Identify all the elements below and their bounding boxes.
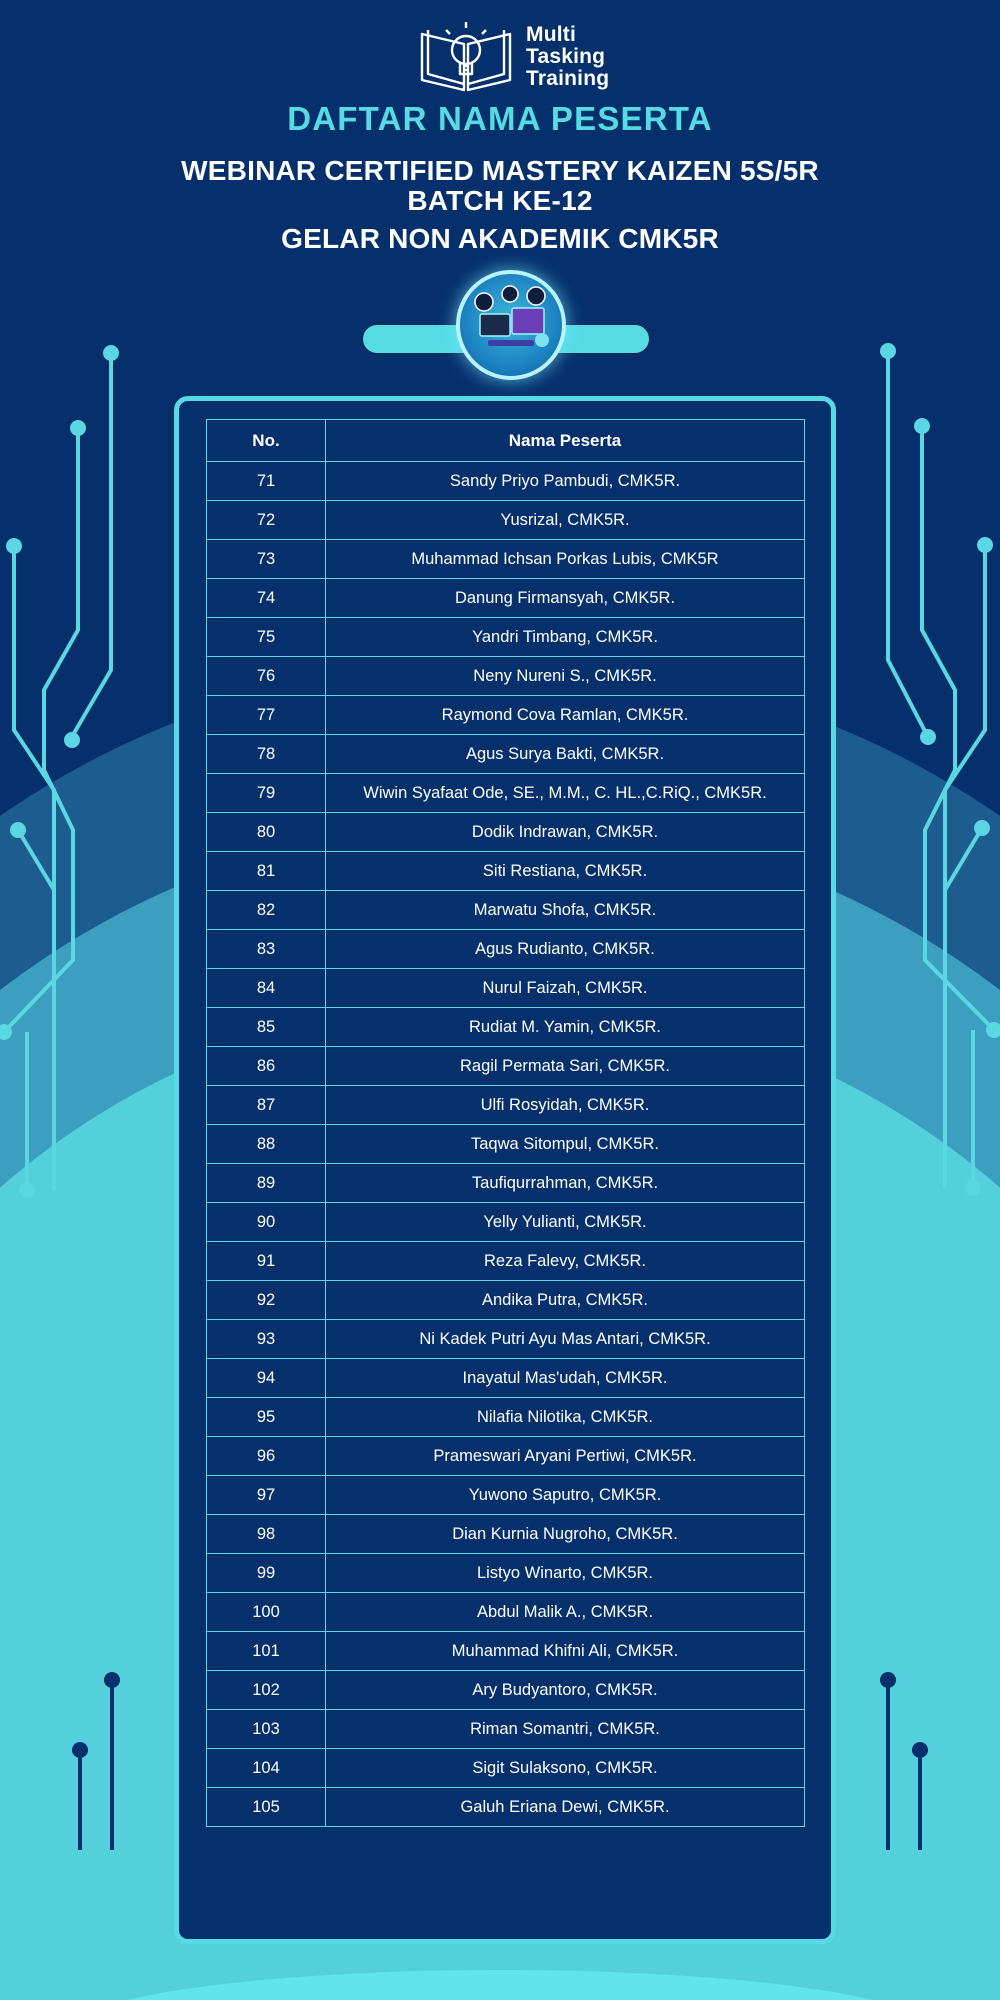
table-row — [207, 1593, 805, 1632]
table-row — [207, 1476, 805, 1515]
participant-name: Sigit Sulaksono, CMK5R. — [326, 1749, 805, 1788]
logo-line-1: Multi — [526, 23, 576, 46]
participant-name: Riman Somantri, CMK5R. — [326, 1710, 805, 1749]
table-row — [207, 852, 805, 891]
participant-name: Yandri Timbang, CMK5R. — [326, 618, 805, 657]
table-row — [207, 1788, 805, 1827]
participant-number: 77 — [207, 696, 326, 735]
webinar-title: WEBINAR CERTIFIED MASTERY KAIZEN 5S/5R — [181, 155, 819, 186]
participant-number: 83 — [207, 930, 326, 969]
participant-number: 104 — [207, 1749, 326, 1788]
table-row — [207, 462, 805, 501]
page-title: DAFTAR NAMA PESERTA — [287, 100, 713, 137]
participant-number: 82 — [207, 891, 326, 930]
participant-name: Danung Firmansyah, CMK5R. — [326, 579, 805, 618]
participant-number: 92 — [207, 1281, 326, 1320]
participant-name: Neny Nureni S., CMK5R. — [326, 657, 805, 696]
table-row — [207, 1437, 805, 1476]
participant-number: 90 — [207, 1203, 326, 1242]
table-row — [207, 1554, 805, 1593]
table-row — [207, 891, 805, 930]
participant-number: 105 — [207, 1788, 326, 1827]
degree-title: GELAR NON AKADEMIK CMK5R — [281, 223, 719, 254]
participant-number: 71 — [207, 462, 326, 501]
participant-name: Raymond Cova Ramlan, CMK5R. — [326, 696, 805, 735]
participant-name: Agus Surya Bakti, CMK5R. — [326, 735, 805, 774]
participant-number: 95 — [207, 1398, 326, 1437]
participant-number: 74 — [207, 579, 326, 618]
participant-name: Listyo Winarto, CMK5R. — [326, 1554, 805, 1593]
participant-name: Wiwin Syafaat Ode, SE., M.M., C. HL.,C.RiQ., CMK5R. — [326, 774, 805, 813]
participant-number: 78 — [207, 735, 326, 774]
table-row — [207, 1671, 805, 1710]
table-row — [207, 501, 805, 540]
participant-name: Ulfi Rosyidah, CMK5R. — [326, 1086, 805, 1125]
company-logo — [420, 18, 620, 100]
table-row — [207, 1515, 805, 1554]
table-body — [207, 462, 805, 1827]
participant-name: Yuwono Saputro, CMK5R. — [326, 1476, 805, 1515]
participant-number: 100 — [207, 1593, 326, 1632]
table-row — [207, 1359, 805, 1398]
devices-icon — [460, 274, 562, 376]
table-row — [207, 1125, 805, 1164]
table-row — [207, 1242, 805, 1281]
participant-name: Agus Rudianto, CMK5R. — [326, 930, 805, 969]
column-header-name: Nama Peserta — [326, 420, 805, 462]
book-bulb-icon — [420, 18, 516, 98]
table-row — [207, 696, 805, 735]
participant-name: Muhammad Ichsan Porkas Lubis, CMK5R — [326, 540, 805, 579]
participant-name: Ni Kadek Putri Ayu Mas Antari, CMK5R. — [326, 1320, 805, 1359]
participant-name: Yelly Yulianti, CMK5R. — [326, 1203, 805, 1242]
table-row — [207, 813, 805, 852]
participant-name: Galuh Eriana Dewi, CMK5R. — [326, 1788, 805, 1827]
participant-number: 72 — [207, 501, 326, 540]
table-row — [207, 969, 805, 1008]
participant-number: 79 — [207, 774, 326, 813]
table-row — [207, 579, 805, 618]
participant-number: 103 — [207, 1710, 326, 1749]
table-row — [207, 1632, 805, 1671]
participant-name: Sandy Priyo Pambudi, CMK5R. — [326, 462, 805, 501]
participant-table — [206, 419, 805, 1827]
table-row — [207, 735, 805, 774]
table-row — [207, 1086, 805, 1125]
participant-name: Ary Budyantoro, CMK5R. — [326, 1671, 805, 1710]
participant-number: 76 — [207, 657, 326, 696]
participant-number: 88 — [207, 1125, 326, 1164]
logo-text — [526, 24, 609, 90]
table-row — [207, 1164, 805, 1203]
participant-name: Dian Kurnia Nugroho, CMK5R. — [326, 1515, 805, 1554]
table-row — [207, 618, 805, 657]
participant-name: Abdul Malik A., CMK5R. — [326, 1593, 805, 1632]
participant-number: 85 — [207, 1008, 326, 1047]
participant-number: 73 — [207, 540, 326, 579]
participant-name: Muhammad Khifni Ali, CMK5R. — [326, 1632, 805, 1671]
participant-name: Prameswari Aryani Pertiwi, CMK5R. — [326, 1437, 805, 1476]
participant-name: Marwatu Shofa, CMK5R. — [326, 891, 805, 930]
participant-number: 75 — [207, 618, 326, 657]
table-row — [207, 930, 805, 969]
column-header-number: No. — [207, 420, 326, 462]
participant-number: 81 — [207, 852, 326, 891]
participant-number: 86 — [207, 1047, 326, 1086]
participant-number: 89 — [207, 1164, 326, 1203]
participant-number: 97 — [207, 1476, 326, 1515]
table-row — [207, 1749, 805, 1788]
table-row — [207, 1047, 805, 1086]
table-row — [207, 1203, 805, 1242]
table-row — [207, 1320, 805, 1359]
participant-number: 84 — [207, 969, 326, 1008]
participant-number: 102 — [207, 1671, 326, 1710]
participant-name: Nilafia Nilotika, CMK5R. — [326, 1398, 805, 1437]
participant-number: 87 — [207, 1086, 326, 1125]
table-row — [207, 774, 805, 813]
participant-number: 96 — [207, 1437, 326, 1476]
participant-name: Yusrizal, CMK5R. — [326, 501, 805, 540]
participant-name: Rudiat M. Yamin, CMK5R. — [326, 1008, 805, 1047]
table-header-row — [207, 420, 805, 462]
participant-name: Dodik Indrawan, CMK5R. — [326, 813, 805, 852]
participant-name: Inayatul Mas'udah, CMK5R. — [326, 1359, 805, 1398]
participant-name: Ragil Permata Sari, CMK5R. — [326, 1047, 805, 1086]
participant-number: 101 — [207, 1632, 326, 1671]
table-row — [207, 1281, 805, 1320]
table-row — [207, 657, 805, 696]
participant-name: Nurul Faizah, CMK5R. — [326, 969, 805, 1008]
participant-name: Andika Putra, CMK5R. — [326, 1281, 805, 1320]
table-row — [207, 1008, 805, 1047]
logo-line-2: Tasking — [526, 45, 606, 68]
batch-title: BATCH KE-12 — [407, 185, 593, 216]
participant-number: 98 — [207, 1515, 326, 1554]
participant-number: 94 — [207, 1359, 326, 1398]
table-row — [207, 1710, 805, 1749]
participant-number: 99 — [207, 1554, 326, 1593]
table-row — [207, 1398, 805, 1437]
participant-name: Taufiqurrahman, CMK5R. — [326, 1164, 805, 1203]
participant-number: 93 — [207, 1320, 326, 1359]
participant-name: Taqwa Sitompul, CMK5R. — [326, 1125, 805, 1164]
participant-number: 91 — [207, 1242, 326, 1281]
participant-number: 80 — [207, 813, 326, 852]
participant-name: Siti Restiana, CMK5R. — [326, 852, 805, 891]
devices-badge — [456, 270, 566, 380]
participant-name: Reza Falevy, CMK5R. — [326, 1242, 805, 1281]
table-row — [207, 540, 805, 579]
logo-line-3: Training — [526, 67, 610, 90]
